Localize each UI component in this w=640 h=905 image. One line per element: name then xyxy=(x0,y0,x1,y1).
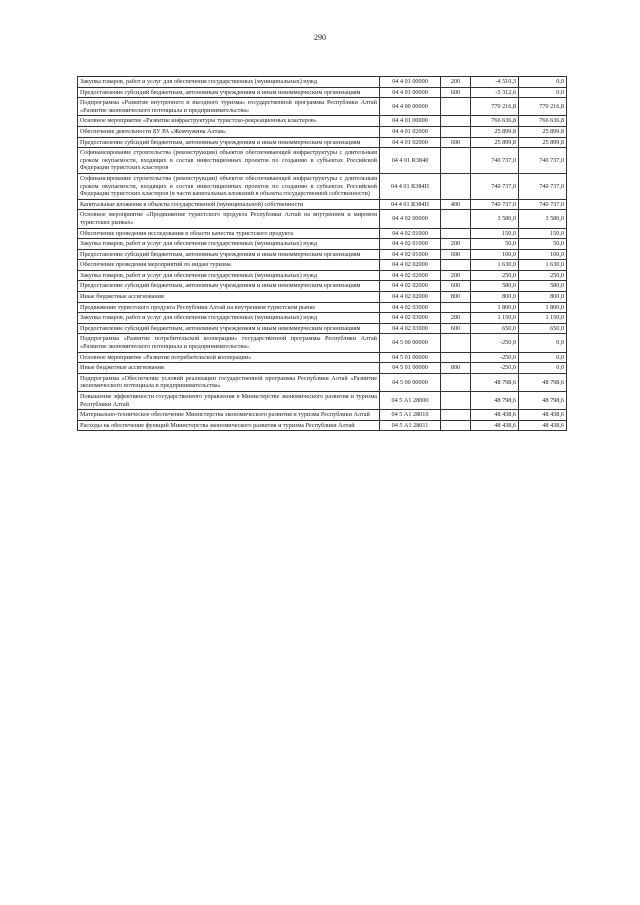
expense-name-cell: Предоставление субсидий бюджетным, автономным учреждениям и иным некоммерческим организациям xyxy=(78,323,380,334)
table-row xyxy=(78,87,567,98)
expense-type-cell xyxy=(441,173,471,199)
amount-total-cell: 48 798,6 xyxy=(519,373,567,391)
expense-name-cell: Повышение эффективности государственного управления в Министерстве экономического развития и туризма Республики Алтай xyxy=(78,392,380,410)
target-article-code-cell: 04 5 00 00000 xyxy=(380,373,441,391)
target-article-code-cell: 04 4 01 00000 xyxy=(380,87,441,98)
expense-name-cell: Расходы на обеспечение функций Министерства экономического развития и туризма Республики Алтай xyxy=(78,420,380,431)
target-article-code-cell: 04 5 01 00000 xyxy=(380,363,441,374)
table-row xyxy=(78,410,567,421)
amount-cell: 48 798,6 xyxy=(471,392,519,410)
target-article-code-cell: 04 4 02 02000 xyxy=(380,281,441,292)
amount-total-cell: 1 800,0 xyxy=(519,302,567,313)
target-article-code-cell: 04 4 02 00000 xyxy=(380,210,441,228)
expense-type-cell: 200 xyxy=(441,77,471,88)
expense-name-cell: Закупка товаров, работ и услуг для обеспечения государственных (муниципальных) нужд xyxy=(78,77,380,88)
table-row xyxy=(78,173,567,199)
amount-cell: -5 312,6 xyxy=(471,87,519,98)
amount-cell: -250,0 xyxy=(471,363,519,374)
expense-type-cell xyxy=(441,410,471,421)
target-article-code-cell: 04 4 01 00000 xyxy=(380,77,441,88)
budget-table xyxy=(77,76,567,431)
amount-cell: 48 438,6 xyxy=(471,420,519,431)
amount-total-cell: 800,0 xyxy=(519,292,567,303)
expense-name-cell: Основное мероприятие «Продвижение туристского продукта Республики Алтай на внутреннем и мировом туристских рынках» xyxy=(78,210,380,228)
expense-type-cell xyxy=(441,334,471,352)
amount-cell: 770 216,8 xyxy=(471,98,519,116)
table-row xyxy=(78,292,567,303)
target-article-code-cell: 04 5 А1 28000 xyxy=(380,392,441,410)
amount-cell: 800,0 xyxy=(471,292,519,303)
table-row xyxy=(78,148,567,174)
target-article-code-cell: 04 5 А1 28010 xyxy=(380,410,441,421)
expense-name-cell: Продвижение туристского продукта Республики Алтай на внутреннем туристском рынке xyxy=(78,302,380,313)
expense-name-cell: Софинансирование строительства (реконструкции) объектов обеспечивающей инфраструктуры с длительным сроком окупаемости, входящих в состав инвестиционных проектов по созданию в субъектах Российской Федерации туристских кластеров (в части капитальных вложений в объекты государственной собственности) xyxy=(78,173,380,199)
amount-cell: -250,0 xyxy=(471,352,519,363)
expense-type-cell: 400 xyxy=(441,199,471,210)
expense-name-cell: Закупка товаров, работ и услуг для обеспечения государственных (муниципальных) нужд xyxy=(78,239,380,250)
amount-cell: -250,0 xyxy=(471,334,519,352)
target-article-code-cell: 04 4 01 00000 xyxy=(380,116,441,127)
expense-name-cell: Обеспечение проведения мероприятий по видам туризма xyxy=(78,260,380,271)
target-article-code-cell: 04 4 02 01000 xyxy=(380,228,441,239)
amount-total-cell: 48 438,6 xyxy=(519,410,567,421)
expense-name-cell: Обеспечение деятельности БУ РА «Жемчужина Алтая» xyxy=(78,126,380,137)
expense-type-cell: 600 xyxy=(441,87,471,98)
expense-type-cell: 800 xyxy=(441,292,471,303)
expense-type-cell: 600 xyxy=(441,323,471,334)
amount-total-cell: 650,0 xyxy=(519,323,567,334)
amount-total-cell: 740 737,0 xyxy=(519,173,567,199)
target-article-code-cell: 04 4 02 03000 xyxy=(380,302,441,313)
table-row xyxy=(78,334,567,352)
amount-total-cell: 740 737,0 xyxy=(519,199,567,210)
expense-type-cell: 600 xyxy=(441,281,471,292)
amount-cell: 650,0 xyxy=(471,323,519,334)
expense-type-cell xyxy=(441,260,471,271)
expense-name-cell: Обеспечение проведения исследования в области качества туристского продукта xyxy=(78,228,380,239)
table-row xyxy=(78,126,567,137)
amount-cell: 740 737,0 xyxy=(471,199,519,210)
amount-total-cell: 0,0 xyxy=(519,77,567,88)
amount-total-cell: 150,0 xyxy=(519,228,567,239)
amount-total-cell: 25 899,8 xyxy=(519,137,567,148)
amount-cell: 25 899,8 xyxy=(471,126,519,137)
expense-type-cell xyxy=(441,126,471,137)
expense-type-cell xyxy=(441,116,471,127)
amount-total-cell: 3 580,0 xyxy=(519,210,567,228)
expense-type-cell: 800 xyxy=(441,363,471,374)
amount-total-cell: 580,0 xyxy=(519,281,567,292)
table-row xyxy=(78,239,567,250)
expense-type-cell xyxy=(441,228,471,239)
target-article-code-cell: 04 4 02 02000 xyxy=(380,292,441,303)
amount-total-cell: 0,0 xyxy=(519,363,567,374)
table-row xyxy=(78,352,567,363)
expense-name-cell: Подпрограмма «Обеспечение условий реализации государственной программы Республики Алтай «Развитие экономического потенциала и предпринимательства» xyxy=(78,373,380,391)
page-number: 290 xyxy=(314,33,326,42)
amount-total-cell: 250,0 xyxy=(519,270,567,281)
expense-type-cell: 200 xyxy=(441,239,471,250)
amount-cell: 25 899,8 xyxy=(471,137,519,148)
amount-cell: 50,0 xyxy=(471,239,519,250)
target-article-code-cell: 04 4 00 00000 xyxy=(380,98,441,116)
target-article-code-cell: 04 4 02 02000 xyxy=(380,260,441,271)
expense-name-cell: Основное мероприятие «Развитие инфраструктуры туристско-рекреационных кластеров» xyxy=(78,116,380,127)
expense-name-cell: Закупка товаров, работ и услуг для обеспечения государственных (муниципальных) нужд xyxy=(78,270,380,281)
expense-type-cell xyxy=(441,210,471,228)
expense-name-cell: Подпрограмма «Развитие потребительской кооперации» государственной программы Республики Алтай «Развитие экономического потенциала и предпринимательства» xyxy=(78,334,380,352)
amount-cell: 1 800,0 xyxy=(471,302,519,313)
table-row xyxy=(78,392,567,410)
table-row xyxy=(78,249,567,260)
target-article-code-cell: 04 4 01 R384П xyxy=(380,173,441,199)
amount-cell: 740 737,0 xyxy=(471,173,519,199)
expense-name-cell: Предоставление субсидий бюджетным, автономным учреждениям и иным некоммерческим организациям xyxy=(78,249,380,260)
target-article-code-cell: 04 4 02 02000 xyxy=(380,270,441,281)
amount-total-cell: 48 798,6 xyxy=(519,392,567,410)
target-article-code-cell: 04 5 А1 28011 xyxy=(380,420,441,431)
expense-type-cell xyxy=(441,148,471,174)
expense-type-cell xyxy=(441,420,471,431)
table-row xyxy=(78,302,567,313)
amount-total-cell: 100,0 xyxy=(519,249,567,260)
amount-total-cell: 50,0 xyxy=(519,239,567,250)
target-article-code-cell: 04 4 01 R3840 xyxy=(380,148,441,174)
table-row xyxy=(78,98,567,116)
expense-type-cell xyxy=(441,392,471,410)
table-row xyxy=(78,270,567,281)
expense-name-cell: Предоставление субсидий бюджетным, автономным учреждениям и иным некоммерческим организациям xyxy=(78,87,380,98)
amount-cell: 250,0 xyxy=(471,270,519,281)
table-row xyxy=(78,260,567,271)
amount-cell: 48 438,6 xyxy=(471,410,519,421)
table-row xyxy=(78,373,567,391)
table-row xyxy=(78,363,567,374)
amount-cell: 48 798,6 xyxy=(471,373,519,391)
amount-total-cell: 0,0 xyxy=(519,334,567,352)
table-row xyxy=(78,210,567,228)
amount-cell: 1 630,0 xyxy=(471,260,519,271)
amount-total-cell: 740 737,0 xyxy=(519,148,567,174)
table-row xyxy=(78,323,567,334)
expense-name-cell: Закупка товаров, работ и услуг для обеспечения государственных (муниципальных) нужд xyxy=(78,313,380,324)
expense-type-cell xyxy=(441,302,471,313)
expense-type-cell xyxy=(441,373,471,391)
amount-cell: 1 150,0 xyxy=(471,313,519,324)
expense-name-cell: Иные бюджетные ассигнования xyxy=(78,292,380,303)
expense-type-cell xyxy=(441,98,471,116)
target-article-code-cell: 04 5 01 00000 xyxy=(380,352,441,363)
target-article-code-cell: 04 4 02 01000 xyxy=(380,249,441,260)
table-row xyxy=(78,313,567,324)
target-article-code-cell: 04 4 01 R384П xyxy=(380,199,441,210)
target-article-code-cell: 04 4 01 02000 xyxy=(380,126,441,137)
amount-cell: 150,0 xyxy=(471,228,519,239)
amount-cell: 740 737,0 xyxy=(471,148,519,174)
amount-cell: 766 636,8 xyxy=(471,116,519,127)
table-row xyxy=(78,77,567,88)
table-row xyxy=(78,281,567,292)
target-article-code-cell: 04 4 01 02000 xyxy=(380,137,441,148)
table-row xyxy=(78,116,567,127)
expense-name-cell: Предоставление субсидий бюджетным, автономным учреждениям и иным некоммерческим организациям xyxy=(78,137,380,148)
amount-total-cell: 766 636,8 xyxy=(519,116,567,127)
amount-total-cell: 48 438,6 xyxy=(519,420,567,431)
amount-total-cell: 770 216,8 xyxy=(519,98,567,116)
table-row xyxy=(78,420,567,431)
amount-cell: -4 510,3 xyxy=(471,77,519,88)
amount-total-cell: 1 150,0 xyxy=(519,313,567,324)
amount-total-cell: 25 899,8 xyxy=(519,126,567,137)
expense-type-cell: 200 xyxy=(441,270,471,281)
table-row xyxy=(78,228,567,239)
target-article-code-cell: 04 4 02 03000 xyxy=(380,323,441,334)
amount-cell: 100,0 xyxy=(471,249,519,260)
expense-name-cell: Основное мероприятие «Развитие потребительской кооперации» xyxy=(78,352,380,363)
target-article-code-cell: 04 4 02 01000 xyxy=(380,239,441,250)
expense-type-cell: 200 xyxy=(441,313,471,324)
expense-name-cell: Материально-техническое обеспечение Министерства экономического развития и туризма Республики Алтай xyxy=(78,410,380,421)
expense-name-cell: Софинансирование строительства (реконструкции) объектов обеспечивающей инфраструктуры с длительным сроком окупаемости, входящих в состав инвестиционных проектов по созданию в субъектах Российской Федерации туристских кластеров xyxy=(78,148,380,174)
expense-name-cell: Капитальные вложения в объекты государственной (муниципальной) собственности xyxy=(78,199,380,210)
amount-total-cell: 0,0 xyxy=(519,352,567,363)
expense-type-cell: 600 xyxy=(441,137,471,148)
target-article-code-cell: 04 4 02 03000 xyxy=(380,313,441,324)
expense-name-cell: Подпрограмма «Развитие внутреннего и въездного туризма» государственной программы Республики Алтай «Развитие экономического потенциала и предпринимательства» xyxy=(78,98,380,116)
table-row xyxy=(78,199,567,210)
expense-type-cell: 600 xyxy=(441,249,471,260)
target-article-code-cell: 04 5 00 00000 xyxy=(380,334,441,352)
expense-name-cell: Иные бюджетные ассигнования xyxy=(78,363,380,374)
table-row xyxy=(78,137,567,148)
amount-cell: 3 580,0 xyxy=(471,210,519,228)
amount-cell: 580,0 xyxy=(471,281,519,292)
amount-total-cell: 1 630,0 xyxy=(519,260,567,271)
expense-type-cell xyxy=(441,352,471,363)
expense-name-cell: Предоставление субсидий бюджетным, автономным учреждениям и иным некоммерческим организациям xyxy=(78,281,380,292)
amount-total-cell: 0,0 xyxy=(519,87,567,98)
